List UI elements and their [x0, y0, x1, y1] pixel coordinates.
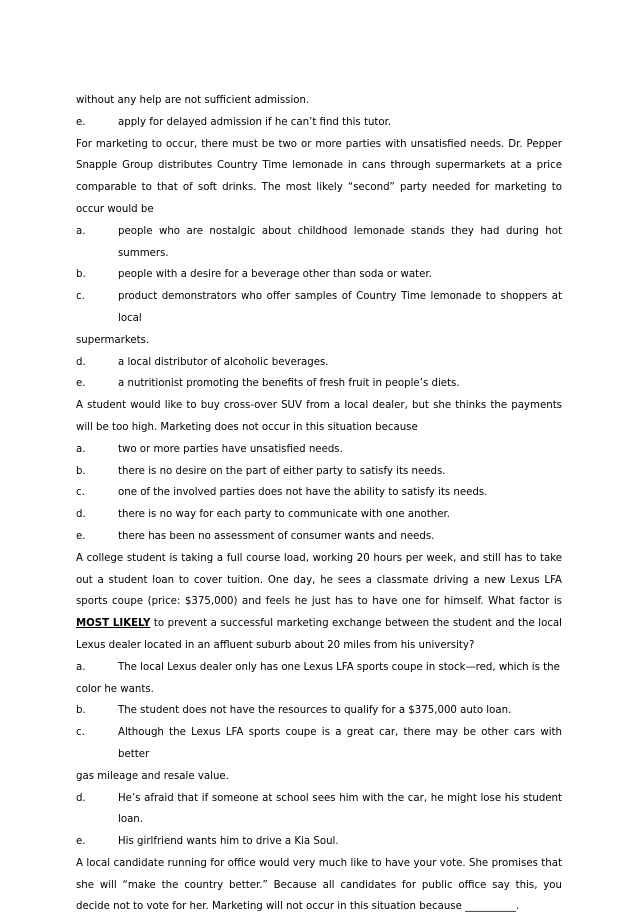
q2-option-b	[76, 461, 562, 483]
q2-option-d	[76, 504, 562, 526]
option-text: there is no way for each party to communicate with one another.	[118, 509, 450, 521]
option-text: He’s afraid that if someone at school sees him with the car, he might lose his student loan.	[118, 792, 562, 826]
q1-option-d	[76, 352, 562, 374]
option-label: b.	[76, 705, 86, 717]
option-text: people with a desire for a beverage other than soda or water.	[118, 269, 432, 281]
option-text: Although the Lexus LFA sports coupe is a great car, there may be other cars with better	[118, 727, 562, 760]
q1-option-a	[76, 221, 562, 265]
q3-option-a-continued: color he wants.	[76, 683, 154, 695]
q1-option-c	[76, 286, 562, 330]
emphasis-most-likely: MOST LIKELY	[76, 618, 151, 630]
option-label: b.	[76, 269, 86, 281]
q2-option-c	[76, 482, 562, 504]
option-text: His girlfriend wants him to drive a Kia Soul.	[118, 836, 339, 848]
option-label: e.	[76, 836, 86, 848]
q3-option-d	[76, 788, 562, 832]
option-label: a.	[76, 225, 86, 237]
option-text: The local Lexus dealer only has one Lexus LFA sports coupe in stock—red, which is the	[118, 661, 560, 673]
option-e-prev	[76, 112, 562, 134]
q3-option-c-continued: gas mileage and resale value.	[76, 770, 229, 782]
q1-option-c-continued: supermarkets.	[76, 334, 150, 346]
q3-option-c	[76, 722, 562, 766]
option-text: there has been no assessment of consumer wants and needs.	[118, 530, 435, 542]
option-text: product demonstrators who offer samples of Country Time lemonade to shoppers at local	[118, 291, 562, 324]
question-3	[76, 548, 562, 657]
question-1: For marketing to occur, there must be two or more parties with unsatisfied needs. Dr. Pepper Snapple Group distributes Country Time lemonade in cans through supermarkets at a price comparable to that of soft drinks. The most likely “second” party needed for marketing to occur would be	[76, 138, 562, 215]
option-label: c.	[76, 727, 85, 739]
option-label: e.	[76, 530, 86, 542]
continued-text: without any help are not sufficient admission.	[76, 95, 310, 106]
option-label: e.	[76, 378, 86, 390]
option-label: d.	[76, 792, 86, 804]
q1-option-e	[76, 373, 562, 395]
document-page	[76, 90, 562, 918]
option-label: a.	[76, 661, 86, 673]
option-text: The student does not have the resources to qualify for a $375,000 auto loan.	[118, 705, 512, 717]
option-text: two or more parties have unsatisfied needs.	[118, 443, 343, 455]
option-label: c.	[76, 291, 85, 303]
q1-option-b	[76, 264, 562, 286]
question-3-text-1: A college student is taking a full course load, working 20 hours per week, and still has to take out a student loan to cover tuition. One day, he sees a classmate driving a new Lexus LFA sports coupe (price: $375,000) and feels he just has to have one for himself. What factor is	[76, 552, 562, 608]
option-text: one of the involved parties does not have the ability to satisfy its needs.	[118, 487, 488, 499]
option-label: e.	[76, 116, 86, 128]
option-label: d.	[76, 509, 86, 521]
q2-option-e	[76, 526, 562, 548]
option-label: b.	[76, 465, 86, 477]
q3-option-a	[76, 657, 562, 679]
option-text: people who are nostalgic about childhood lemonade stands they had during hot summers.	[118, 225, 562, 259]
option-text: there is no desire on the part of either party to satisfy its needs.	[118, 465, 446, 477]
option-text: apply for delayed admission if he can’t find this tutor.	[118, 116, 392, 128]
option-label: d.	[76, 356, 86, 368]
option-text: a nutritionist promoting the benefits of fresh fruit in people’s diets.	[118, 378, 460, 390]
q2-option-a	[76, 439, 562, 461]
question-4: A local candidate running for office would very much like to have your vote. She promises that she will “make the country better.” Because all candidates for public office say this, you decide not to vote for her. Marketing will not occur in this situation because __________.	[76, 857, 562, 913]
option-text: a local distributor of alcoholic beverages.	[118, 356, 329, 368]
question-2: A student would like to buy cross-over SUV from a local dealer, but she thinks the payments will be too high. Marketing does not occur in this situation because	[76, 400, 562, 433]
option-label: c.	[76, 487, 85, 499]
option-label: a.	[76, 443, 86, 455]
q3-option-b	[76, 700, 562, 722]
question-3-text-2: to prevent a successful marketing exchange between the student and the local Lexus dealer located in an affluent suburb about 20 miles from his university?	[76, 618, 562, 651]
q3-option-e	[76, 831, 562, 853]
